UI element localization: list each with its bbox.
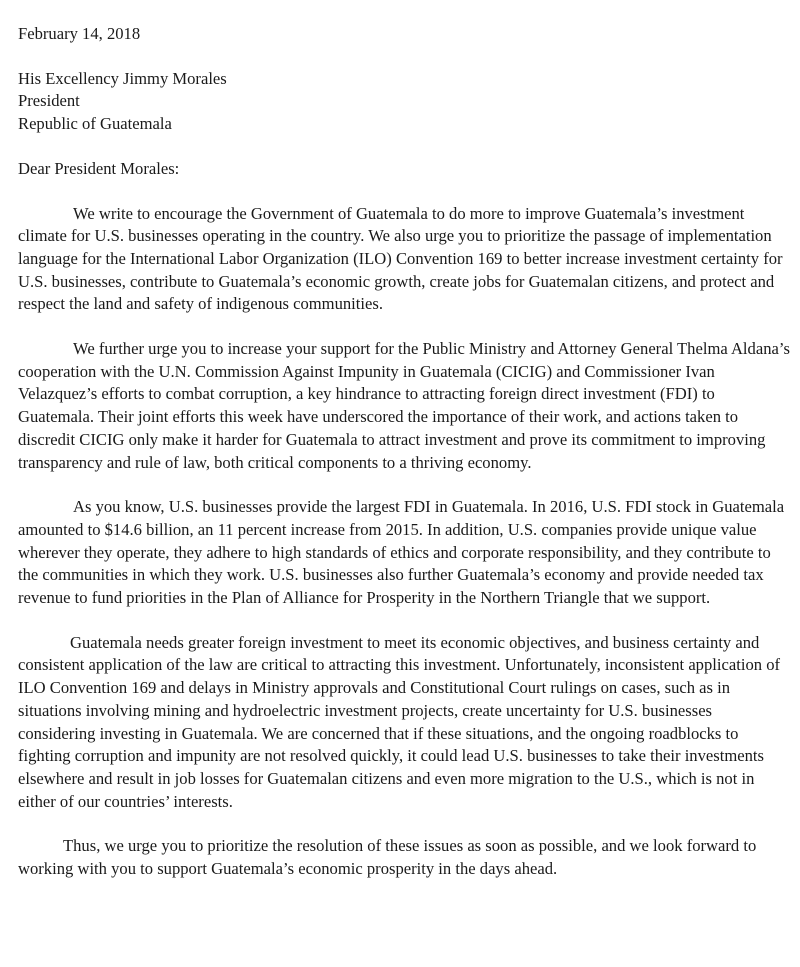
recipient-title: President — [18, 91, 80, 111]
body-paragraph-2: We further urge you to increase your support for the Public Ministry and Attorney General Thelma Aldana’s cooperation with the U.N. Commission Against Impunity in Guatemala (CICIG) and Commissioner Ivan Velazquez’s efforts to combat corruption, a key hindrance to attracting foreign direct investment (FDI) to Guatemala. Their joint efforts this week have underscored the importance of their work, and actions taken to discredit CICIG only make it harder for Guatemala to attract investment and prove its commitment to improving transparency and rule of law, both critical components to a thriving economy. — [18, 339, 790, 472]
body-paragraph-4: Guatemala needs greater foreign investment to meet its economic objectives, and business certainty and consistent application of the law are critical to attracting this investment. Unfortunately, inconsistent application of ILO Convention 169 and delays in Ministry approvals and Constitutional Court rulings on cases, such as in situations involving mining and hydroelectric investment projects, create uncertainty for U.S. businesses considering investing in Guatemala. We are concerned that if these situations, and the ongoing roadblocks to fighting corruption and impunity are not resolved quickly, it could lead U.S. businesses to take their investments elsewhere and result in job losses for Guatemalan citizens and even more migration to the U.S., which is not in either of our countries’ interests. — [18, 632, 781, 811]
body-paragraph-3: As you know, U.S. businesses provide the largest FDI in Guatemala. In 2016, U.S. FDI stock in Guatemala amounted to $14.6 billion, an 11 percent increase from 2015. In addition, U.S. companies provide unique value wherever they operate, they adhere to high standards of ethics and corporate responsibility, and they contribute to the communities in which they work. U.S. businesses also further Guatemala’s economy and provide needed tax revenue to fund priorities in the Plan of Alliance for Prosperity in the Northern Triangle that we support. — [18, 497, 785, 608]
salutation: Dear President Morales: — [18, 158, 180, 178]
recipient-name: His Excellency Jimmy Morales — [18, 68, 227, 88]
recipient-address — [18, 68, 790, 136]
body-paragraph-5: Thus, we urge you to prioritize the resolution of these issues as soon as possible, and we look forward to working with you to support Guatemala’s economic prosperity in the days ahead. — [18, 836, 757, 879]
recipient-country: Republic of Guatemala — [18, 114, 172, 134]
letter-date: February 14, 2018 — [18, 24, 141, 43]
body-paragraph-1: We write to encourage the Government of Guatemala to do more to improve Guatemala’s investment climate for U.S. businesses operating in the country. We also urge you to prioritize the passage of implementation language for the International Labor Organization (ILO) Convention 169 to better increase investment certainty for U.S. businesses, contribute to Guatemala’s economic growth, create jobs for Guatemalan citizens, and protect and respect the land and safety of indigenous communities. — [18, 203, 783, 314]
letter-page — [18, 23, 790, 903]
